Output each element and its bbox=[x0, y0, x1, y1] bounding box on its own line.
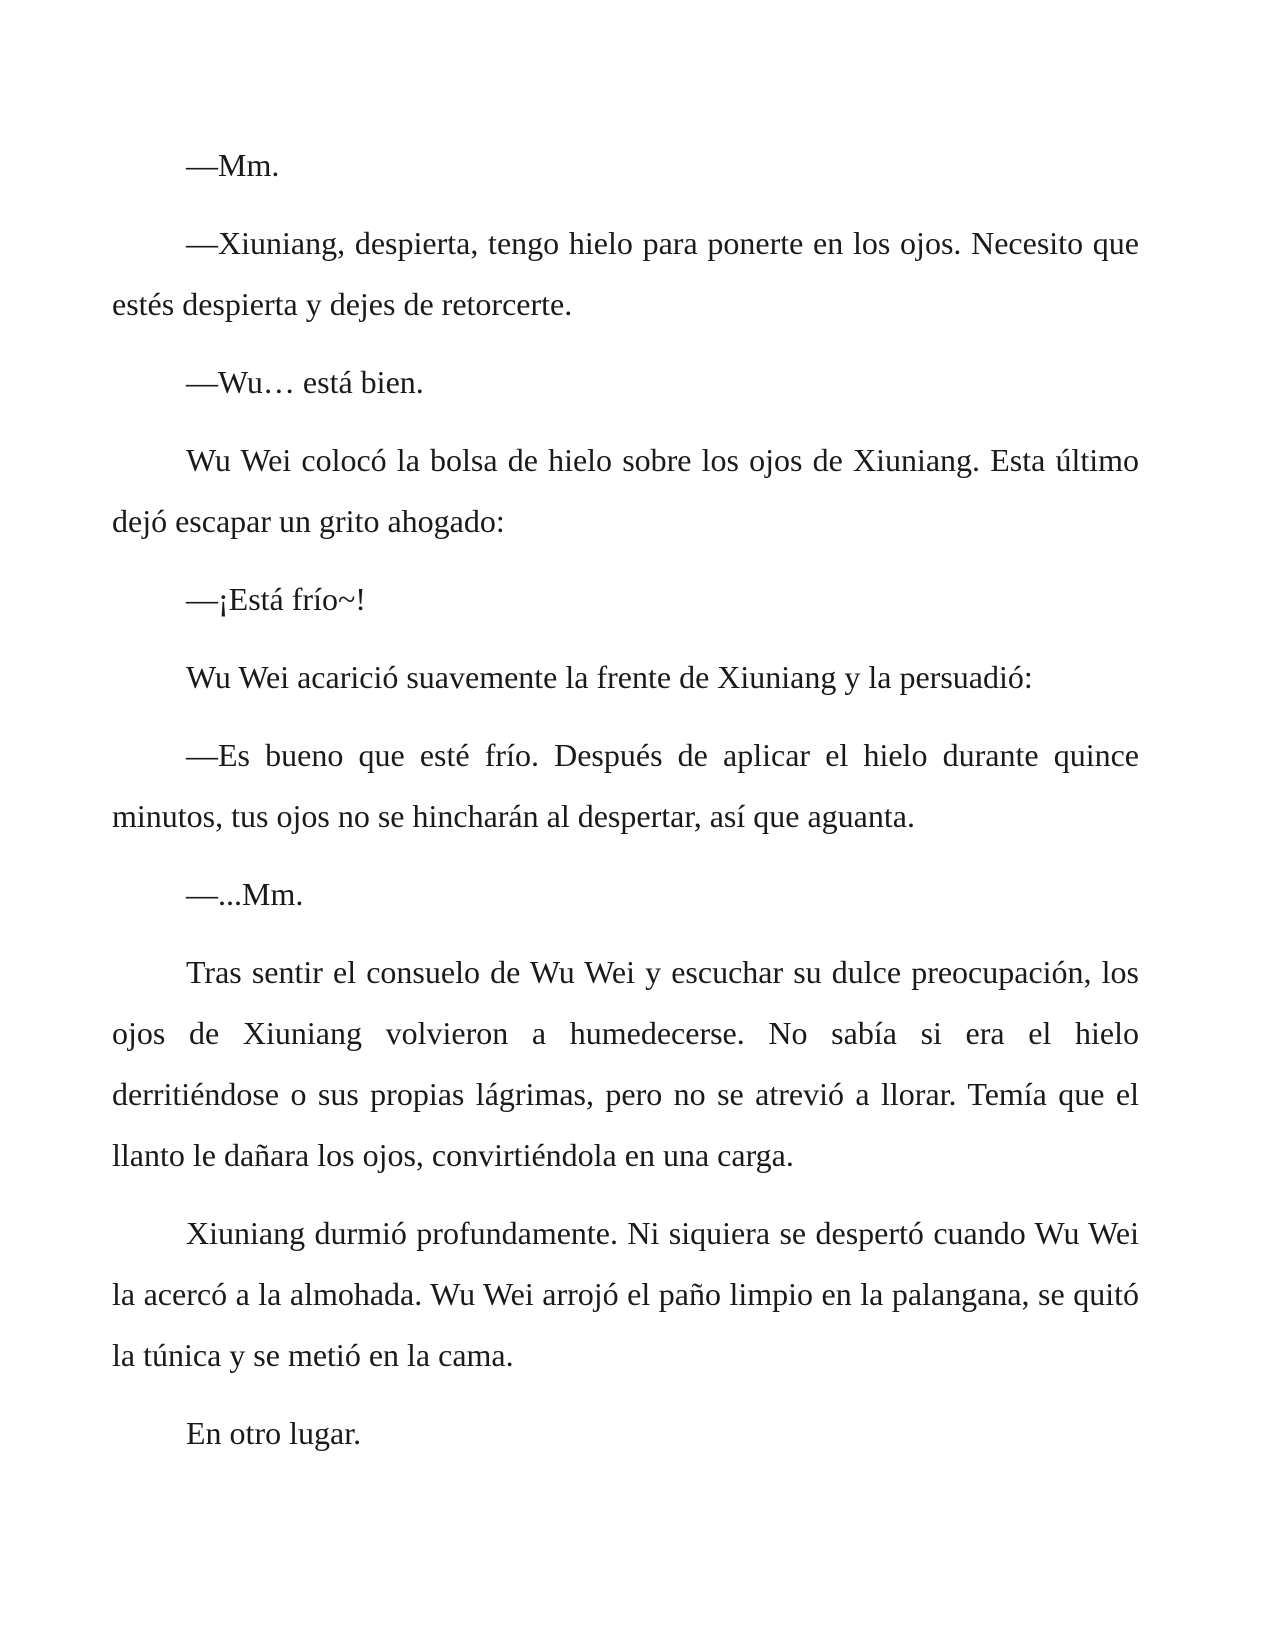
document-page bbox=[112, 135, 1139, 1481]
paragraph: —¡Está frío~! bbox=[186, 581, 366, 617]
paragraph: Xiuniang durmió profundamente. Ni siquiera se despertó cuando Wu Wei la acercó a la almohada. Wu Wei arrojó el paño limpio en la palangana, se quitó la túnica y se metió en la cama. bbox=[112, 1215, 1139, 1373]
paragraph: —Xiuniang, despierta, tengo hielo para ponerte en los ojos. Necesito que estés despierta y dejes de retorcerte. bbox=[112, 225, 1139, 322]
paragraph: —Mm. bbox=[186, 147, 280, 183]
paragraph: —Wu… está bien. bbox=[186, 364, 424, 400]
paragraph: Wu Wei colocó la bolsa de hielo sobre los ojos de Xiuniang. Esta último dejó escapar un grito ahogado: bbox=[112, 442, 1139, 539]
paragraph: —Es bueno que esté frío. Después de aplicar el hielo durante quince minutos, tus ojos no se hincharán al despertar, así que aguanta. bbox=[112, 737, 1139, 834]
paragraph: En otro lugar. bbox=[186, 1415, 362, 1451]
paragraph: Wu Wei acarició suavemente la frente de Xiuniang y la persuadió: bbox=[186, 659, 1033, 695]
paragraph: Tras sentir el consuelo de Wu Wei y escuchar su dulce preocupación, los ojos de Xiuniang volvieron a humedecerse. No sabía si era el hielo derritiéndose o sus propias lágrimas, pero no se atrevió a llorar. Temía que el llanto le dañara los ojos, convirtiéndola en una carga. bbox=[112, 954, 1139, 1173]
paragraph: —...Mm. bbox=[186, 876, 304, 912]
